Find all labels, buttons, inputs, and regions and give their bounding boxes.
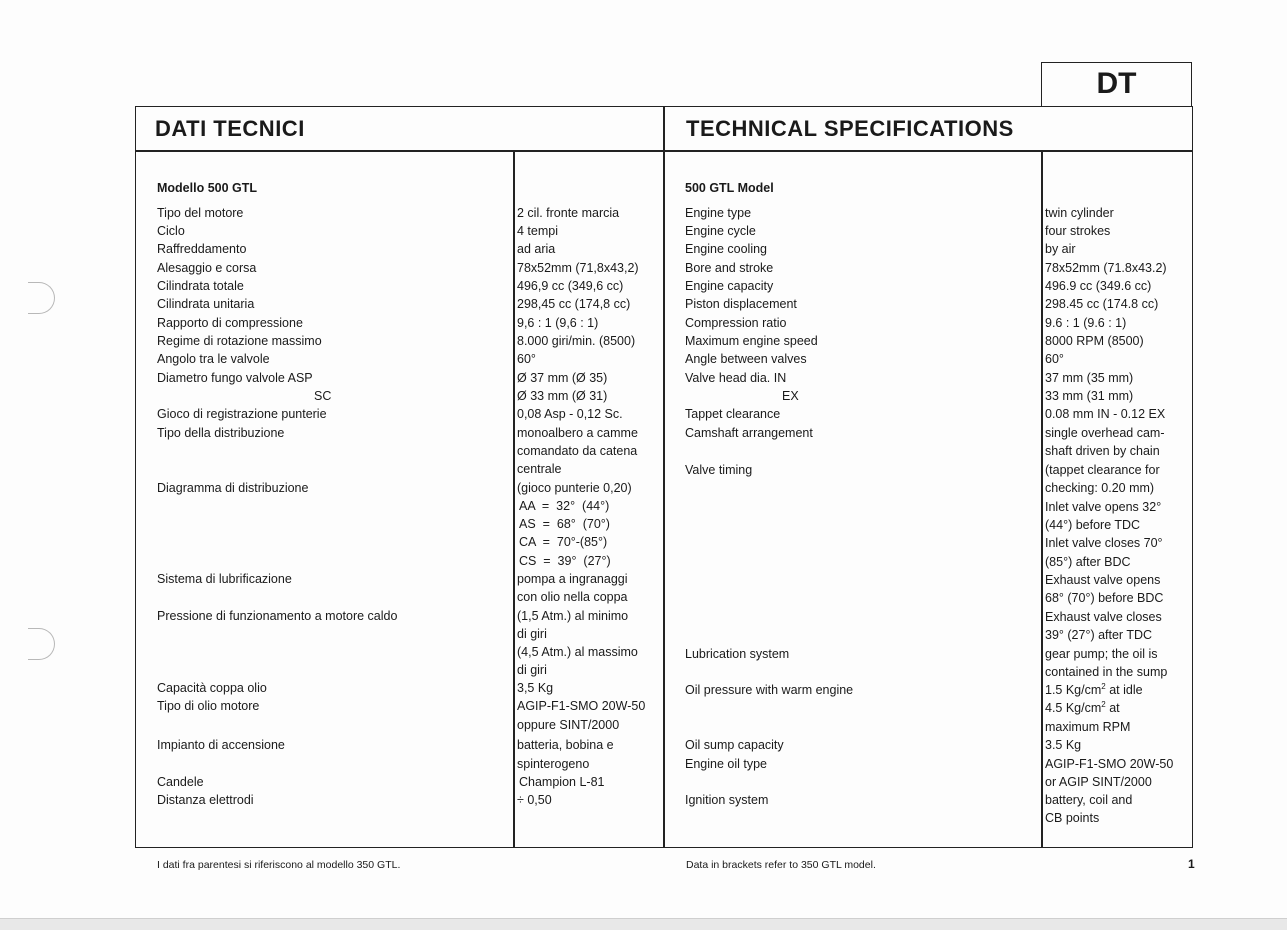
en-value: Inlet valve opens 32° xyxy=(1045,500,1162,514)
it-model-heading: Modello 500 GTL xyxy=(157,181,258,195)
superscript: 2 xyxy=(1101,681,1106,691)
it-value: (4,5 Atm.) al massimo xyxy=(517,645,638,659)
en-value: (44°) before TDC xyxy=(1045,518,1141,532)
it-value: (gioco punterie 0,20) xyxy=(517,481,632,495)
en-value: 33 mm (31 mm) xyxy=(1045,389,1134,403)
it-label: Tipo del motore xyxy=(157,206,244,220)
it-value: ÷ 0,50 xyxy=(517,793,552,807)
it-value: di giri xyxy=(517,663,547,677)
en-value: 68° (70°) before BDC xyxy=(1045,591,1164,605)
en-label: Ignition system xyxy=(685,793,769,807)
en-value: 3.5 Kg xyxy=(1045,738,1082,752)
it-value: 9,6 : 1 (9,6 : 1) xyxy=(517,316,599,330)
en-label: Tappet clearance xyxy=(685,407,781,421)
it-label: Ciclo xyxy=(157,224,185,238)
en-value: 9.6 : 1 (9.6 : 1) xyxy=(1045,316,1127,330)
en-value: 37 mm (35 mm) xyxy=(1045,371,1134,385)
en-value: (tappet clearance for xyxy=(1045,463,1160,477)
it-label: Sistema di lubrificazione xyxy=(157,572,292,586)
section-tab xyxy=(1041,62,1192,106)
it-label: Regime di rotazione massimo xyxy=(157,334,322,348)
it-value: 78x52mm (71,8x43,2) xyxy=(517,261,639,275)
en-value: 78x52mm (71.8x43.2) xyxy=(1045,261,1167,275)
it-label: Tipo di olio motore xyxy=(157,699,260,713)
it-value: AS = 68° (70°) xyxy=(519,517,610,531)
it-value: Ø 33 mm (Ø 31) xyxy=(517,389,608,403)
it-value: CA = 70°-(85°) xyxy=(519,535,608,549)
it-label: Impianto di accensione xyxy=(157,738,285,752)
it-value: AGIP-F1-SMO 20W-50 xyxy=(517,699,646,713)
it-label: Pressione di funzionamento a motore caldo xyxy=(157,609,398,623)
left-title: DATI TECNICI xyxy=(155,116,305,141)
en-value: single overhead cam- xyxy=(1045,426,1165,440)
en-label: Oil sump capacity xyxy=(685,738,784,752)
en-label: Maximum engine speed xyxy=(685,334,818,348)
en-value: (85°) after BDC xyxy=(1045,555,1131,569)
it-value: 3,5 Kg xyxy=(517,681,554,695)
right-title: TECHNICAL SPECIFICATIONS xyxy=(686,116,1014,141)
en-value: 496.9 cc (349.6 cc) xyxy=(1045,279,1152,293)
it-label: Gioco di registrazione punterie xyxy=(157,407,327,421)
it-label: Distanza elettrodi xyxy=(157,793,254,807)
en-label: Camshaft arrangement xyxy=(685,426,813,440)
en-value: 0.08 mm IN - 0.12 EX xyxy=(1045,407,1166,421)
it-value: centrale xyxy=(517,462,562,476)
page-bottom-edge xyxy=(0,918,1287,930)
en-value: 39° (27°) after TDC xyxy=(1045,628,1153,642)
it-value: con olio nella coppa xyxy=(517,590,628,604)
it-label: Capacità coppa olio xyxy=(157,681,267,695)
it-label: Cilindrata totale xyxy=(157,279,244,293)
language-divider xyxy=(663,106,665,848)
en-value: 298.45 cc (174.8 cc) xyxy=(1045,297,1159,311)
it-value: 2 cil. fronte marcia xyxy=(517,206,620,220)
en-value: battery, coil and xyxy=(1045,793,1133,807)
it-value: monoalbero a camme xyxy=(517,426,638,440)
en-label: Engine cooling xyxy=(685,242,768,256)
en-value: 60° xyxy=(1045,352,1064,366)
en-value: Inlet valve closes 70° xyxy=(1045,536,1163,550)
en-value-text: at xyxy=(1105,701,1120,715)
it-value: 8.000 giri/min. (8500) xyxy=(517,334,636,348)
en-value xyxy=(1045,699,1120,717)
en-label: Engine type xyxy=(685,206,752,220)
en-label: Valve timing xyxy=(685,463,753,477)
en-label: Lubrication system xyxy=(685,647,790,661)
en-value xyxy=(1045,681,1143,699)
it-value: Ø 37 mm (Ø 35) xyxy=(517,371,608,385)
it-label: Raffreddamento xyxy=(157,242,247,256)
it-value: (1,5 Atm.) al minimo xyxy=(517,609,629,623)
en-value-column-divider xyxy=(1041,150,1043,848)
it-value: spinterogeno xyxy=(517,757,590,771)
it-value: di giri xyxy=(517,627,547,641)
section-tab-label: DT xyxy=(1096,67,1137,100)
en-value: Exhaust valve opens xyxy=(1045,573,1161,587)
it-value: oppure SINT/2000 xyxy=(517,718,620,732)
en-value: shaft driven by chain xyxy=(1045,444,1160,458)
en-value: Exhaust valve closes xyxy=(1045,610,1162,624)
en-label: Engine cycle xyxy=(685,224,756,238)
it-label: Tipo della distribuzione xyxy=(157,426,285,440)
en-label: EX xyxy=(782,389,799,403)
it-label: Cilindrata unitaria xyxy=(157,297,255,311)
en-value: by air xyxy=(1045,242,1076,256)
binder-hole-top xyxy=(28,282,55,314)
en-value: four strokes xyxy=(1045,224,1111,238)
it-value: batteria, bobina e xyxy=(517,738,614,752)
it-value: AA = 32° (44°) xyxy=(519,499,610,513)
en-value: checking: 0.20 mm) xyxy=(1045,481,1155,495)
it-value: ad aria xyxy=(517,242,556,256)
it-value: Champion L-81 xyxy=(519,775,605,789)
en-label: Compression ratio xyxy=(685,316,787,330)
it-label: Rapporto di compressione xyxy=(157,316,303,330)
en-value: or AGIP SINT/2000 xyxy=(1045,775,1152,789)
en-value: AGIP-F1-SMO 20W-50 xyxy=(1045,757,1174,771)
it-label: SC xyxy=(314,389,332,403)
en-label: Piston displacement xyxy=(685,297,797,311)
en-label: Engine oil type xyxy=(685,757,768,771)
it-value: 4 tempi xyxy=(517,224,558,238)
superscript: 2 xyxy=(1101,699,1106,709)
it-label: Diametro fungo valvole ASP xyxy=(157,371,313,385)
binder-hole-bottom xyxy=(28,628,55,660)
en-value-text: 4.5 Kg/cm xyxy=(1045,701,1102,715)
page-number: 1 xyxy=(1188,857,1195,871)
it-value: comandato da catena xyxy=(517,444,638,458)
en-label: Bore and stroke xyxy=(685,261,774,275)
en-label: Oil pressure with warm engine xyxy=(685,683,854,697)
it-value: 496,9 cc (349,6 cc) xyxy=(517,279,624,293)
it-label: Diagramma di distribuzione xyxy=(157,481,309,495)
en-value: contained in the sump xyxy=(1045,665,1168,679)
footer-note-it: I dati fra parentesi si riferiscono al modello 350 GTL. xyxy=(157,859,401,871)
it-label: Angolo tra le valvole xyxy=(157,352,270,366)
en-value: maximum RPM xyxy=(1045,720,1131,734)
en-value: 8000 RPM (8500) xyxy=(1045,334,1144,348)
it-label: Candele xyxy=(157,775,204,789)
en-label: Valve head dia. IN xyxy=(685,371,787,385)
footer-note-en: Data in brackets refer to 350 GTL model. xyxy=(686,859,876,871)
en-value: gear pump; the oil is xyxy=(1045,647,1158,661)
it-value: 298,45 cc (174,8 cc) xyxy=(517,297,631,311)
en-value: CB points xyxy=(1045,811,1100,825)
en-label: Engine capacity xyxy=(685,279,774,293)
en-label: Angle between valves xyxy=(685,352,807,366)
en-model-heading: 500 GTL Model xyxy=(685,181,774,195)
en-value-text: at idle xyxy=(1105,683,1143,697)
en-value: twin cylinder xyxy=(1045,206,1114,220)
it-label: Alesaggio e corsa xyxy=(157,261,257,275)
en-value-text: 1.5 Kg/cm xyxy=(1045,683,1102,697)
it-value: 60° xyxy=(517,352,536,366)
it-value: pompa a ingranaggi xyxy=(517,572,628,586)
it-value: CS = 39° (27°) xyxy=(519,554,611,568)
it-value: 0,08 Asp - 0,12 Sc. xyxy=(517,407,623,421)
it-value-column-divider xyxy=(513,150,515,848)
